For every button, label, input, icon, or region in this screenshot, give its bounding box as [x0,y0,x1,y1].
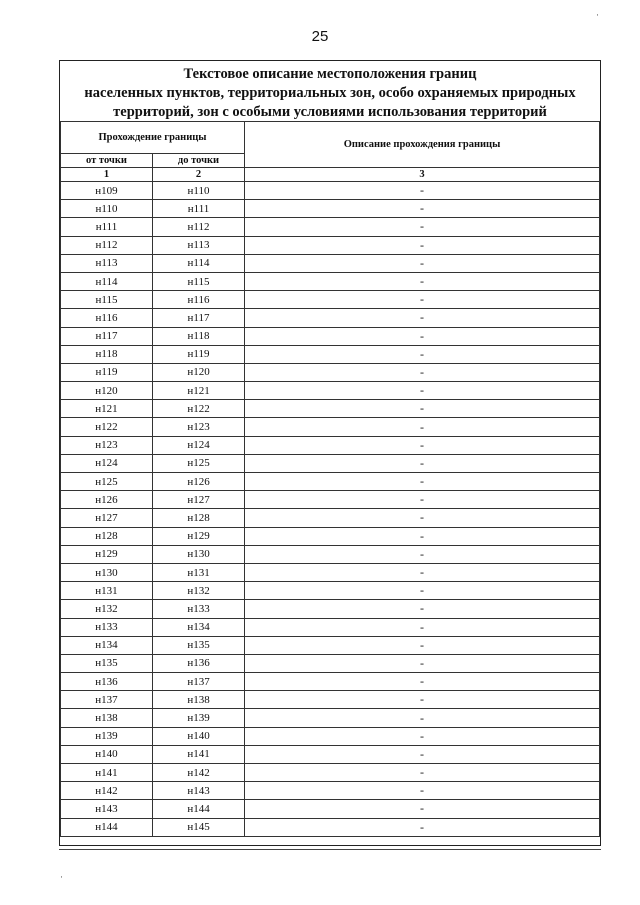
table-row [61,709,600,727]
table-row [61,182,600,200]
to-point-cell: н120 [153,363,245,381]
from-point-cell: н142 [61,782,153,800]
table-row [61,491,600,509]
from-point-cell: н114 [61,272,153,290]
scan-speck: · [60,872,63,882]
from-point-cell: н111 [61,218,153,236]
table-row [61,400,600,418]
description-cell: - [245,800,600,818]
table-row [61,291,600,309]
table-row [61,600,600,618]
to-point-cell: н143 [153,782,245,800]
table-row [61,745,600,763]
description-cell: - [245,182,600,200]
to-point-cell: н115 [153,272,245,290]
to-point-cell: н145 [153,818,245,836]
from-point-cell: н122 [61,418,153,436]
description-cell: - [245,363,600,381]
table-row [61,272,600,290]
table-row [61,200,600,218]
table-row [61,782,600,800]
to-point-cell: н140 [153,727,245,745]
to-point-cell: н111 [153,200,245,218]
description-cell: - [245,563,600,581]
table-row [61,363,600,381]
from-point-cell: н125 [61,473,153,491]
table-body [61,182,600,837]
header-description: Описание прохождения границы [245,122,600,168]
table-row [61,345,600,363]
to-point-cell: н133 [153,600,245,618]
description-cell: - [245,254,600,272]
to-point-cell: н118 [153,327,245,345]
from-point-cell: н117 [61,327,153,345]
boundary-table [60,121,600,837]
table-row [61,764,600,782]
from-point-cell: н127 [61,509,153,527]
from-point-cell: н110 [61,200,153,218]
to-point-cell: н123 [153,418,245,436]
to-point-cell: н121 [153,382,245,400]
description-cell: - [245,491,600,509]
description-cell: - [245,818,600,836]
from-point-cell: н132 [61,600,153,618]
table-row [61,818,600,836]
header-to-point: до точки [153,154,245,168]
frame-bottom-rule [59,849,601,850]
table-row [61,800,600,818]
to-point-cell: н119 [153,345,245,363]
table-row [61,673,600,691]
title-line: Текстовое описание местоположения границ [183,66,477,82]
from-point-cell: н128 [61,527,153,545]
from-point-cell: н131 [61,582,153,600]
table-row [61,454,600,472]
from-point-cell: н141 [61,764,153,782]
to-point-cell: н117 [153,309,245,327]
header-boundary-passage: Прохождение границы [61,122,245,154]
description-cell: - [245,345,600,363]
to-point-cell: н129 [153,527,245,545]
description-cell: - [245,673,600,691]
from-point-cell: н115 [61,291,153,309]
description-cell: - [245,382,600,400]
column-number: 2 [153,168,245,182]
description-cell: - [245,709,600,727]
description-cell: - [245,418,600,436]
to-point-cell: н126 [153,473,245,491]
from-point-cell: н123 [61,436,153,454]
from-point-cell: н134 [61,636,153,654]
table-row [61,327,600,345]
from-point-cell: н116 [61,309,153,327]
to-point-cell: н138 [153,691,245,709]
to-point-cell: н141 [153,745,245,763]
from-point-cell: н144 [61,818,153,836]
table-row [61,654,600,672]
table-row [61,436,600,454]
to-point-cell: н135 [153,636,245,654]
from-point-cell: н138 [61,709,153,727]
description-cell: - [245,200,600,218]
to-point-cell: н124 [153,436,245,454]
description-cell: - [245,291,600,309]
to-point-cell: н134 [153,618,245,636]
from-point-cell: н129 [61,545,153,563]
table-row [61,527,600,545]
to-point-cell: н130 [153,545,245,563]
description-cell: - [245,509,600,527]
scan-speck: · [596,10,599,20]
from-point-cell: н118 [61,345,153,363]
description-cell: - [245,745,600,763]
to-point-cell: н137 [153,673,245,691]
table-header-row [61,122,600,154]
description-cell: - [245,782,600,800]
to-point-cell: н110 [153,182,245,200]
description-cell: - [245,400,600,418]
title-line: территорий, зон с особыми условиями использования территорий [113,104,547,120]
table-row [61,382,600,400]
to-point-cell: н112 [153,218,245,236]
column-number: 3 [245,168,600,182]
from-point-cell: н126 [61,491,153,509]
description-cell: - [245,327,600,345]
table-row [61,618,600,636]
description-cell: - [245,473,600,491]
table-row [61,727,600,745]
description-cell: - [245,691,600,709]
table-row [61,309,600,327]
to-point-cell: н128 [153,509,245,527]
from-point-cell: н124 [61,454,153,472]
from-point-cell: н130 [61,563,153,581]
description-cell: - [245,582,600,600]
description-cell: - [245,218,600,236]
from-point-cell: н143 [61,800,153,818]
header-from-point: от точки [61,154,153,168]
table-row [61,418,600,436]
from-point-cell: н137 [61,691,153,709]
table-row [61,582,600,600]
to-point-cell: н125 [153,454,245,472]
document-title [60,65,600,122]
document-frame [59,60,601,846]
from-point-cell: н135 [61,654,153,672]
table-row [61,254,600,272]
title-line: населенных пунктов, территориальных зон, особо охраняемых природных [84,85,576,101]
page-number: 25 [311,28,329,45]
to-point-cell: н144 [153,800,245,818]
to-point-cell: н136 [153,654,245,672]
description-cell: - [245,236,600,254]
from-point-cell: н140 [61,745,153,763]
column-number: 1 [61,168,153,182]
table-row [61,218,600,236]
from-point-cell: н139 [61,727,153,745]
table-row [61,545,600,563]
table-row [61,473,600,491]
table-row [61,636,600,654]
description-cell: - [245,454,600,472]
description-cell: - [245,545,600,563]
table-row [61,509,600,527]
to-point-cell: н114 [153,254,245,272]
to-point-cell: н139 [153,709,245,727]
description-cell: - [245,636,600,654]
description-cell: - [245,436,600,454]
to-point-cell: н142 [153,764,245,782]
from-point-cell: н109 [61,182,153,200]
from-point-cell: н112 [61,236,153,254]
table-row [61,563,600,581]
from-point-cell: н120 [61,382,153,400]
table-row [61,691,600,709]
from-point-cell: н119 [61,363,153,381]
description-cell: - [245,618,600,636]
to-point-cell: н116 [153,291,245,309]
column-number-row [61,168,600,182]
to-point-cell: н122 [153,400,245,418]
table-row [61,236,600,254]
description-cell: - [245,309,600,327]
from-point-cell: н121 [61,400,153,418]
description-cell: - [245,600,600,618]
description-cell: - [245,727,600,745]
description-cell: - [245,654,600,672]
to-point-cell: н132 [153,582,245,600]
to-point-cell: н131 [153,563,245,581]
description-cell: - [245,764,600,782]
from-point-cell: н133 [61,618,153,636]
description-cell: - [245,527,600,545]
to-point-cell: н113 [153,236,245,254]
description-cell: - [245,272,600,290]
from-point-cell: н113 [61,254,153,272]
to-point-cell: н127 [153,491,245,509]
from-point-cell: н136 [61,673,153,691]
